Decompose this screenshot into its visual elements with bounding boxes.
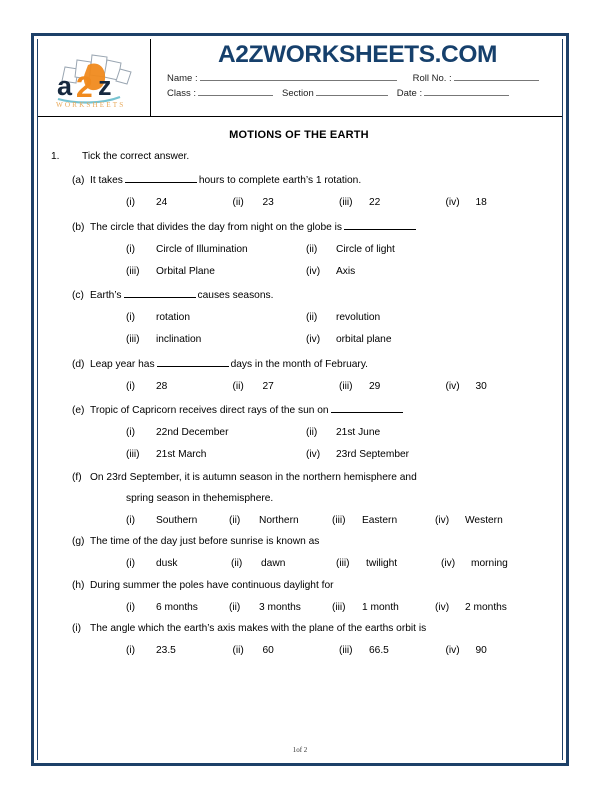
question-d-options <box>46 380 552 394</box>
option-marker: (iii) <box>339 645 353 656</box>
page-border-outer <box>31 33 569 766</box>
option-d-ii[interactable] <box>233 380 340 394</box>
option-f-iv[interactable] <box>435 514 538 528</box>
name-input[interactable] <box>200 71 397 81</box>
question-c-stem-after: causes seasons. <box>197 290 274 301</box>
option-text: dusk <box>156 558 178 569</box>
question-e <box>46 402 552 418</box>
option-marker: (i) <box>126 243 136 255</box>
answer-blank[interactable] <box>157 356 229 367</box>
question-g-letter: (g) <box>72 536 85 547</box>
question-g-options <box>46 557 552 571</box>
option-marker: (ii) <box>306 427 318 438</box>
option-i-iv[interactable] <box>446 644 553 658</box>
option-a-ii[interactable] <box>233 196 340 210</box>
question-b-options-row1 <box>46 243 552 257</box>
roll-no-input[interactable] <box>454 71 539 81</box>
option-i-ii[interactable] <box>233 644 340 658</box>
question-i <box>46 622 552 636</box>
option-marker: (ii) <box>306 243 318 255</box>
option-text: morning <box>471 558 508 569</box>
option-text: revolution <box>336 312 381 323</box>
question-b <box>46 219 552 235</box>
svg-text:a: a <box>57 70 73 101</box>
option-text: Circle of Illumination <box>156 243 248 255</box>
question-f-stem-line2 <box>46 492 552 506</box>
option-b-iii[interactable] <box>126 265 306 279</box>
section-input[interactable] <box>316 86 388 96</box>
name-label: Name : <box>167 73 198 84</box>
question-a-stem-after: hours to complete earth’s 1 rotation. <box>198 175 362 186</box>
class-label: Class : <box>167 88 197 99</box>
option-marker: (i) <box>126 645 136 656</box>
option-marker: (iii) <box>332 514 346 526</box>
option-g-iii[interactable] <box>336 557 441 571</box>
question-c-options-row1 <box>46 311 552 325</box>
logo-cell <box>38 39 151 116</box>
option-c-iv[interactable] <box>306 333 486 347</box>
svg-text:z: z <box>98 70 112 101</box>
question-e-options-row2 <box>46 448 552 462</box>
answer-blank[interactable] <box>331 402 403 413</box>
option-f-iii[interactable] <box>332 514 435 528</box>
option-marker: (iv) <box>441 558 456 569</box>
roll-no-label: Roll No. : <box>412 73 452 84</box>
option-text: 60 <box>262 645 274 656</box>
option-text: 2 months <box>465 601 507 613</box>
option-text: 22 <box>369 197 381 208</box>
option-text: 23rd September <box>336 449 410 460</box>
option-i-i[interactable] <box>126 644 233 658</box>
question-f-letter: (f) <box>72 471 82 483</box>
option-text: 24 <box>156 197 168 208</box>
option-f-i[interactable] <box>126 514 229 528</box>
option-a-iii[interactable] <box>339 196 446 210</box>
option-marker: (i) <box>126 427 136 438</box>
option-text: 21st June <box>336 427 381 438</box>
question-e-options-row1 <box>46 426 552 440</box>
option-text: 3 months <box>259 601 301 613</box>
option-marker: (iv) <box>435 601 450 613</box>
option-text: 27 <box>262 380 274 392</box>
question-h-stem: During summer the poles have continuous daylight for <box>90 579 334 591</box>
option-text: Orbital Plane <box>156 265 215 277</box>
option-d-iv[interactable] <box>446 380 553 394</box>
date-label: Date : <box>396 88 423 99</box>
option-text: 22nd December <box>156 427 229 438</box>
option-text: 28 <box>156 380 168 392</box>
option-b-i[interactable] <box>126 243 306 257</box>
question-d-letter: (d) <box>72 358 85 370</box>
option-marker: (iv) <box>306 449 321 460</box>
option-text: Western <box>465 514 503 526</box>
question-b-stem <box>90 219 552 235</box>
question-d <box>46 356 552 372</box>
question-c <box>46 287 552 303</box>
question-f <box>46 471 552 485</box>
option-text: 21st March <box>156 449 207 460</box>
question-a-options <box>46 196 552 210</box>
option-text: Circle of light <box>336 243 395 255</box>
option-b-iv[interactable] <box>306 265 486 279</box>
option-d-iii[interactable] <box>339 380 446 394</box>
name-roll-row <box>167 71 552 86</box>
option-c-ii[interactable] <box>306 311 486 325</box>
option-text: inclination <box>156 334 202 345</box>
question-a-stem-before: It takes <box>90 175 123 186</box>
question-g <box>46 535 552 549</box>
student-info-fields <box>167 71 552 101</box>
answer-blank[interactable] <box>344 219 416 230</box>
option-b-ii[interactable] <box>306 243 486 257</box>
question-c-stem <box>90 287 552 303</box>
question-c-options-row2 <box>46 333 552 347</box>
option-text: Axis <box>336 265 356 277</box>
class-input[interactable] <box>198 86 273 96</box>
question-g-stem: The time of the day just before sunrise is known as <box>90 536 320 547</box>
question-a-stem <box>90 172 552 188</box>
option-h-iii[interactable] <box>332 601 435 615</box>
question-c-stem-before: Earth’s <box>90 290 122 301</box>
option-marker: (ii) <box>229 601 241 613</box>
question-e-letter: (e) <box>72 405 85 416</box>
logo-icon <box>44 47 144 109</box>
option-marker: (iv) <box>435 514 450 526</box>
option-marker: (iii) <box>126 265 140 277</box>
option-marker: (iv) <box>445 197 460 208</box>
question-a-letter: (a) <box>72 175 85 186</box>
option-marker: (i) <box>126 197 136 208</box>
question-f-options <box>46 514 552 528</box>
answer-blank[interactable] <box>125 172 197 183</box>
option-e-iv[interactable] <box>306 448 486 462</box>
option-marker: (i) <box>126 601 136 613</box>
option-d-i[interactable] <box>126 380 233 394</box>
option-e-iii[interactable] <box>126 448 306 462</box>
option-marker: (ii) <box>306 312 318 323</box>
page-border-inner <box>37 39 563 760</box>
answer-blank[interactable] <box>124 287 196 298</box>
option-marker: (ii) <box>229 514 241 526</box>
option-c-i[interactable] <box>126 311 306 325</box>
option-text: 23.5 <box>156 645 176 656</box>
option-text: twilight <box>366 558 398 569</box>
question-d-stem <box>90 356 552 372</box>
question-b-letter: (b) <box>72 221 85 233</box>
a2z-worksheets-logo <box>44 47 144 109</box>
option-h-i[interactable] <box>126 601 229 615</box>
option-marker: (iv) <box>445 380 460 392</box>
question-i-options <box>46 644 552 658</box>
option-text: Eastern <box>362 514 398 526</box>
option-marker: (ii) <box>232 380 244 392</box>
option-marker: (iii) <box>126 334 140 345</box>
option-h-ii[interactable] <box>229 601 332 615</box>
question-f-stem-line1: On 23rd September, it is autumn season in the northern hemisphere and <box>90 471 417 483</box>
date-input[interactable] <box>424 86 509 96</box>
question-h-options <box>46 601 552 615</box>
logo-subtext: WORKSHEETS <box>56 100 126 109</box>
option-marker: (i) <box>126 514 136 526</box>
option-f-ii[interactable] <box>229 514 332 528</box>
question-h <box>46 579 552 593</box>
option-text: Southern <box>156 514 198 526</box>
question-number: 1. <box>51 150 60 162</box>
option-text: rotation <box>156 312 190 323</box>
option-text: Northern <box>259 514 299 526</box>
option-marker: (i) <box>126 380 136 392</box>
option-text: 1 month <box>362 601 399 613</box>
question-i-stem: The angle which the earth’s axis makes with the plane of the earths orbit is <box>90 623 427 634</box>
option-text: 18 <box>475 197 487 208</box>
instruction-row <box>46 150 552 164</box>
question-d-stem-after: days in the month of February. <box>230 358 368 370</box>
worksheet-header <box>38 39 562 117</box>
option-marker: (iv) <box>306 334 321 345</box>
question-f-stem-after: hemisphere. <box>217 492 274 504</box>
option-marker: (ii) <box>232 197 244 208</box>
question-b-stem-before: The circle that divides the day from night on the globe is <box>90 221 342 233</box>
question-e-stem-before: Tropic of Capricorn receives direct rays of the sun on <box>90 405 329 416</box>
svg-text:2: 2 <box>76 70 93 104</box>
option-marker: (iii) <box>332 601 346 613</box>
option-marker: (iii) <box>336 558 350 569</box>
page-footer: 1of 2 <box>292 746 308 754</box>
question-b-options-row2 <box>46 265 552 279</box>
option-h-iv[interactable] <box>435 601 538 615</box>
instruction-text: Tick the correct answer. <box>82 150 190 162</box>
option-marker: (ii) <box>232 645 244 656</box>
option-text: 90 <box>475 645 487 656</box>
option-g-ii[interactable] <box>231 557 336 571</box>
option-marker: (iii) <box>126 449 140 460</box>
option-a-iv[interactable] <box>446 196 553 210</box>
worksheet-content <box>38 129 562 658</box>
option-marker: (iii) <box>339 197 353 208</box>
question-c-letter: (c) <box>72 290 84 301</box>
worksheet-title: MOTIONS OF THE EARTH <box>229 129 369 141</box>
option-marker: (iii) <box>339 380 353 392</box>
option-marker: (i) <box>126 312 136 323</box>
question-i-letter: (i) <box>72 623 82 634</box>
option-g-iv[interactable] <box>441 557 546 571</box>
section-label: Section <box>282 88 314 99</box>
header-right <box>151 39 562 116</box>
class-section-date-row <box>167 86 552 101</box>
option-marker: (iv) <box>306 265 321 277</box>
site-title: A2ZWORKSHEETS.COM <box>217 41 498 68</box>
question-h-letter: (h) <box>72 579 85 591</box>
option-text: 23 <box>262 197 274 208</box>
option-text: dawn <box>261 558 286 569</box>
option-text: 30 <box>475 380 487 392</box>
option-c-iii[interactable] <box>126 333 306 347</box>
option-text: 29 <box>369 380 381 392</box>
option-marker: (iv) <box>445 645 460 656</box>
option-g-i[interactable] <box>126 557 231 571</box>
question-e-stem <box>90 402 552 418</box>
option-text: 66.5 <box>369 645 389 656</box>
option-i-iii[interactable] <box>339 644 446 658</box>
option-text: orbital plane <box>336 334 392 345</box>
option-text: 6 months <box>156 601 198 613</box>
option-e-ii[interactable] <box>306 426 486 440</box>
option-marker: (ii) <box>231 558 243 569</box>
option-e-i[interactable] <box>126 426 306 440</box>
question-f-stem-before: spring season in the <box>126 492 218 504</box>
option-a-i[interactable] <box>126 196 233 210</box>
question-a <box>46 172 552 188</box>
option-marker: (i) <box>126 558 136 569</box>
question-d-stem-before: Leap year has <box>90 358 155 370</box>
